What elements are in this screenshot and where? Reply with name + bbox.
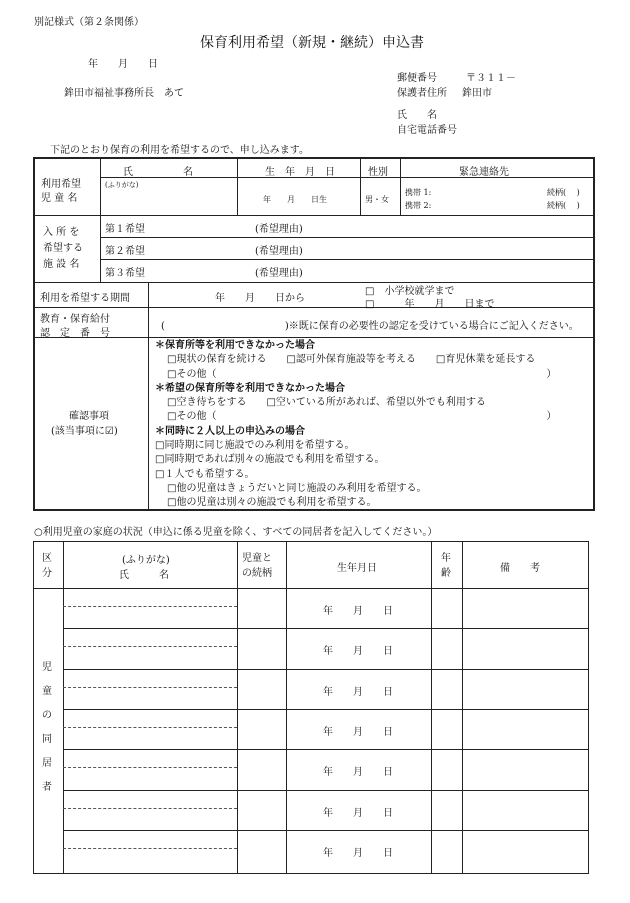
address-value: 鉾田市 (462, 88, 492, 99)
household-name-cell[interactable] (64, 589, 236, 627)
period-from[interactable]: 年 月 日から (215, 293, 305, 304)
relation-2[interactable]: 続柄( ) (547, 201, 580, 210)
confirm-option-line-5[interactable]: □同時期に同じ施設でのみ利用を希望する。 (155, 440, 355, 452)
choice-3[interactable]: 第３希望 (105, 268, 145, 279)
confirm-option-line-2[interactable]: □その他（ ） (167, 368, 557, 380)
household-dob-cell[interactable]: 年 月 日 (323, 686, 393, 698)
col-furigana: (ふりがな) (122, 555, 170, 566)
mobile-2[interactable]: 携帯 2: (405, 201, 432, 210)
household-name-cell[interactable] (64, 750, 236, 788)
household-name-cell[interactable] (64, 831, 236, 869)
dob-header: 生 年 月 日 (265, 167, 335, 178)
choice-1[interactable]: 第１希望 (105, 224, 145, 235)
confirm-label-1: 確認事項 (69, 411, 109, 422)
application-form (33, 157, 595, 511)
emergency-header: 緊急連絡先 (459, 167, 509, 178)
reason-3[interactable]: (希望理由) (255, 268, 303, 279)
period-option-1[interactable]: □ 小学校就学まで (365, 286, 455, 297)
household-heading: ○利用児童の家庭の状況（申込に係る児童を除く、すべての同居者を記入してください。） (34, 527, 438, 538)
child-label-1: 利用希望 (41, 179, 81, 190)
phone-label: 自宅電話番号 (397, 125, 457, 136)
household-dob-cell[interactable]: 年 月 日 (323, 606, 393, 617)
reason-1[interactable]: (希望理由) (255, 224, 303, 235)
dob-value[interactable]: 年 月 日生 (263, 195, 327, 204)
confirm-heading-2: ＊希望の保育所等を利用できなかった場合 (155, 382, 345, 394)
reason-2[interactable]: (希望理由) (255, 246, 303, 257)
col-dob: 生年月日 (337, 563, 377, 574)
page-title: 保育利用希望（新規・継続）申込書 (200, 35, 424, 51)
household-name-cell[interactable] (64, 670, 236, 708)
col-relation: 児童と の続柄 (242, 553, 272, 579)
confirm-option-line-8[interactable]: □他の児童はきょうだいと同じ施設のみ利用を希望する。 (167, 482, 427, 494)
facility-label-2: 希望する (43, 243, 83, 254)
household-dob-cell[interactable]: 年 月 日 (323, 726, 393, 738)
relation-1[interactable]: 続柄( ) (547, 188, 580, 197)
choice-2[interactable]: 第２希望 (105, 246, 145, 257)
postal-value: 〒３１１－ (466, 73, 516, 84)
confirm-heading-1: ＊保育所等を利用できなかった場合 (155, 340, 315, 351)
address-label: 保護者住所 (397, 88, 447, 99)
sex-header: 性別 (368, 167, 388, 178)
cert-label-2: 認 定 番 号 (40, 328, 110, 339)
date-line: 年 月 日 (88, 59, 158, 70)
col-age: 年 齢 (441, 553, 451, 579)
col-notes: 備 考 (500, 563, 540, 574)
confirm-label-2: (該当事項に☑) (51, 426, 118, 437)
cert-label-1: 教育・保育給付 (40, 314, 110, 325)
period-option-2[interactable]: □ 年 月 日まで (365, 299, 495, 310)
addressee: 鉾田市福祉事務所長 あて (64, 88, 184, 99)
guardian-name-label: 氏 名 (397, 110, 437, 121)
col-category: 区 分 (42, 553, 52, 579)
child-furigana-label: (ふりがな) (105, 181, 139, 189)
household-dob-cell[interactable]: 年 月 日 (323, 847, 393, 859)
household-table (33, 541, 589, 874)
confirm-option-line-9[interactable]: □他の児童は別々の施設でも利用を希望する。 (167, 497, 377, 509)
confirm-option-line-4[interactable]: □その他（ ） (167, 411, 557, 423)
mobile-1[interactable]: 携帯 1: (405, 188, 432, 197)
household-dob-cell[interactable]: 年 月 日 (323, 807, 393, 819)
household-dob-cell[interactable]: 年 月 日 (323, 767, 393, 779)
col-name: 氏 名 (119, 570, 169, 581)
child-label-2: 児 童 名 (41, 193, 78, 204)
confirm-heading-3: ＊同時に２人以上の申込みの場合 (155, 425, 305, 437)
household-name-cell[interactable] (64, 710, 236, 748)
household-name-cell[interactable] (64, 629, 236, 667)
facility-label-3: 施 設 名 (43, 259, 80, 270)
postal-label: 郵便番号 (397, 73, 437, 84)
form-number: 別記様式（第２条関係） (34, 17, 144, 28)
intro-text: 下記のとおり保育の利用を希望するので、申し込みます。 (50, 145, 309, 156)
row-category-label: 児 童 の 同 居 者 (42, 662, 52, 793)
child-name-input[interactable] (105, 189, 233, 211)
confirm-option-line-7[interactable]: □１人でも希望する。 (155, 468, 255, 480)
confirm-option-line-6[interactable]: □同時期であれば別々の施設でも利用を希望する。 (155, 454, 385, 466)
household-dob-cell[interactable]: 年 月 日 (323, 646, 393, 658)
period-label: 利用を希望する期間 (40, 293, 130, 304)
facility-label-1: 入 所 を (43, 227, 80, 238)
household-name-cell[interactable] (64, 791, 236, 829)
cert-value[interactable]: ( )※既に保育の必要性の認定を受けている場合にご記入ください。 (161, 321, 579, 332)
sex-value[interactable]: 男・女 (365, 195, 389, 204)
child-name-header: 氏 名 (123, 167, 193, 178)
confirm-option-line-1[interactable]: □現状の保育を続ける □認可外保育施設等を考える □育児休業を延長する (167, 354, 536, 366)
confirm-option-line-3[interactable]: □空き待ちをする □空いている所があれば、希望以外でも利用する (167, 397, 486, 409)
confirm-list (155, 339, 556, 511)
